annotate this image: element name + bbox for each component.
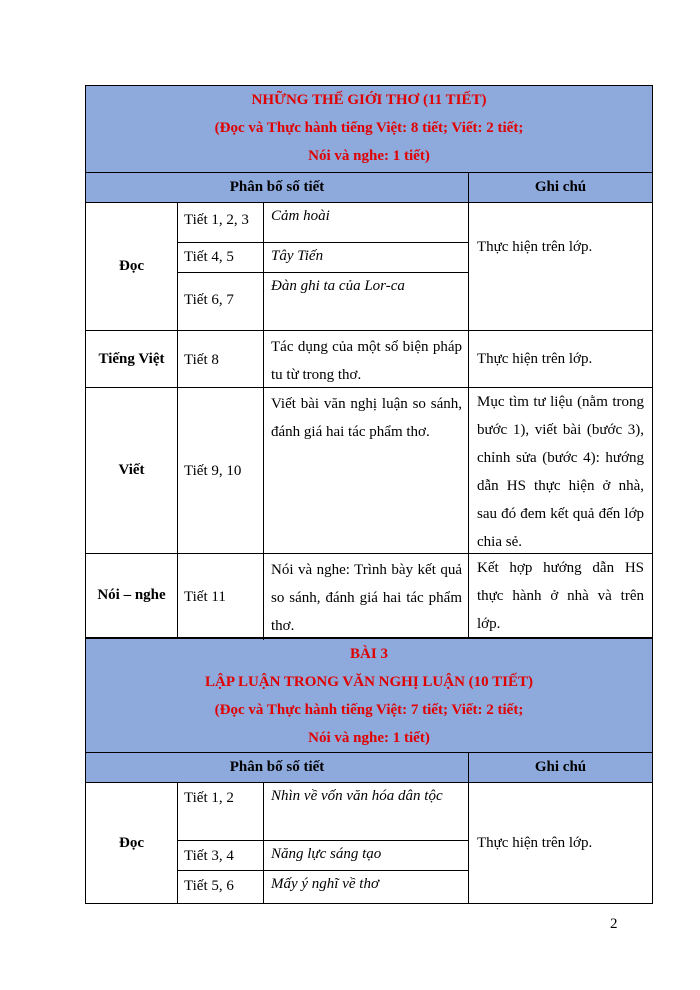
lesson-row bbox=[178, 554, 468, 640]
note-tiengviet: Thực hiện trên lớp. bbox=[477, 351, 593, 367]
doc-lessons bbox=[178, 203, 469, 330]
lesson-period: Tiết 9, 10 bbox=[178, 388, 264, 553]
lesson-title: Mấy ý nghĩ về thơ bbox=[271, 876, 379, 892]
lesson-content: Nói và nghe: Trình bày kết quả so sánh, đánh giá hai tác phẩm thơ. bbox=[271, 562, 462, 634]
noinghe-cell bbox=[178, 554, 469, 637]
section1-column-header bbox=[86, 173, 652, 203]
lesson-content: Viết bài văn nghị luận so sánh, đánh giá hai tác phẩm thơ. bbox=[271, 396, 462, 440]
table-row-doc-2 bbox=[86, 783, 652, 903]
lesson-table bbox=[85, 85, 653, 904]
table-row-viet bbox=[86, 388, 652, 554]
lesson-title: Năng lực sáng tạo bbox=[271, 846, 382, 862]
section2-subtitle-1: (Đọc và Thực hành tiếng Việt: 7 tiết; Viết: 2 tiết; bbox=[214, 702, 524, 718]
section2-lesson: BÀI 3 bbox=[350, 646, 388, 662]
lesson-period: Tiết 1, 2 bbox=[178, 783, 264, 840]
section1-subtitle-2: Nói và nghe: 1 tiết) bbox=[308, 148, 430, 164]
section1-subtitle-1: (Đọc và Thực hành tiếng Việt: 8 tiết; Viết: 2 tiết; bbox=[214, 120, 524, 136]
lesson-period: Tiết 3, 4 bbox=[178, 841, 264, 870]
row-label-doc: Đọc bbox=[86, 203, 178, 330]
lesson-row bbox=[178, 783, 468, 841]
table-row-doc bbox=[86, 203, 652, 331]
lesson-row bbox=[178, 331, 468, 389]
section1-title: NHỮNG THẾ GIỚI THƠ (11 TIẾT) bbox=[251, 92, 487, 108]
lesson-period: Tiết 6, 7 bbox=[178, 273, 264, 330]
lesson-title: Đàn ghi ta của Lor-ca bbox=[271, 278, 405, 294]
lesson-title: Cảm hoài bbox=[271, 208, 330, 224]
section2-subtitle-2: Nói và nghe: 1 tiết) bbox=[308, 730, 430, 746]
lesson-period: Tiết 5, 6 bbox=[178, 871, 264, 903]
lesson-row bbox=[178, 388, 468, 553]
row-label-noinghe: Nói – nghe bbox=[86, 554, 178, 637]
section2-header bbox=[86, 638, 652, 753]
note-doc-2: Thực hiện trên lớp. bbox=[477, 835, 593, 851]
col-header-allocation: Phân bố số tiết bbox=[86, 753, 469, 782]
row-label-tiengviet: Tiếng Việt bbox=[86, 331, 178, 387]
note-doc: Thực hiện trên lớp. bbox=[477, 239, 593, 255]
lesson-row bbox=[178, 203, 468, 243]
row-label-viet: Viết bbox=[86, 388, 178, 553]
section2-title: LẬP LUẬN TRONG VĂN NGHỊ LUẬN (10 TIẾT) bbox=[205, 674, 533, 690]
col-header-notes: Ghi chú bbox=[534, 759, 587, 775]
col-header-notes: Ghi chú bbox=[534, 179, 587, 195]
section2-column-header bbox=[86, 753, 652, 783]
lesson-period: Tiết 1, 2, 3 bbox=[178, 203, 264, 242]
col-header-allocation: Phân bố số tiết bbox=[86, 173, 469, 202]
doc-lessons bbox=[178, 783, 469, 903]
lesson-period: Tiết 4, 5 bbox=[178, 243, 264, 272]
lesson-row bbox=[178, 273, 468, 330]
section1-header bbox=[86, 86, 652, 173]
lesson-row bbox=[178, 841, 468, 871]
note-noinghe: Kết hợp hướng dẫn HS thực hành ở nhà và trên lớp. bbox=[477, 560, 644, 632]
table-row-tiengviet bbox=[86, 331, 652, 388]
lesson-period: Tiết 8 bbox=[178, 331, 264, 389]
page-number: 2 bbox=[610, 916, 618, 932]
tiengviet-cell bbox=[178, 331, 469, 387]
row-label-doc: Đọc bbox=[86, 783, 178, 903]
note-viet: Mục tìm tư liệu (nằm trong bước 1), viết bài (bước 3), chỉnh sửa (bước 4): hướng dẫn HS thực hiện ở nhà, sau đó đem kết quả đến lớp chia sẻ. bbox=[477, 394, 644, 550]
lesson-content: Tác dụng của một số biện pháp tu từ trong thơ. bbox=[271, 339, 462, 383]
lesson-row bbox=[178, 871, 468, 903]
lesson-row bbox=[178, 243, 468, 273]
table-row-noinghe bbox=[86, 554, 652, 638]
viet-cell bbox=[178, 388, 469, 553]
lesson-period: Tiết 11 bbox=[178, 554, 264, 640]
lesson-title: Nhìn về vốn văn hóa dân tộc bbox=[271, 788, 443, 804]
lesson-title: Tây Tiến bbox=[271, 248, 324, 264]
